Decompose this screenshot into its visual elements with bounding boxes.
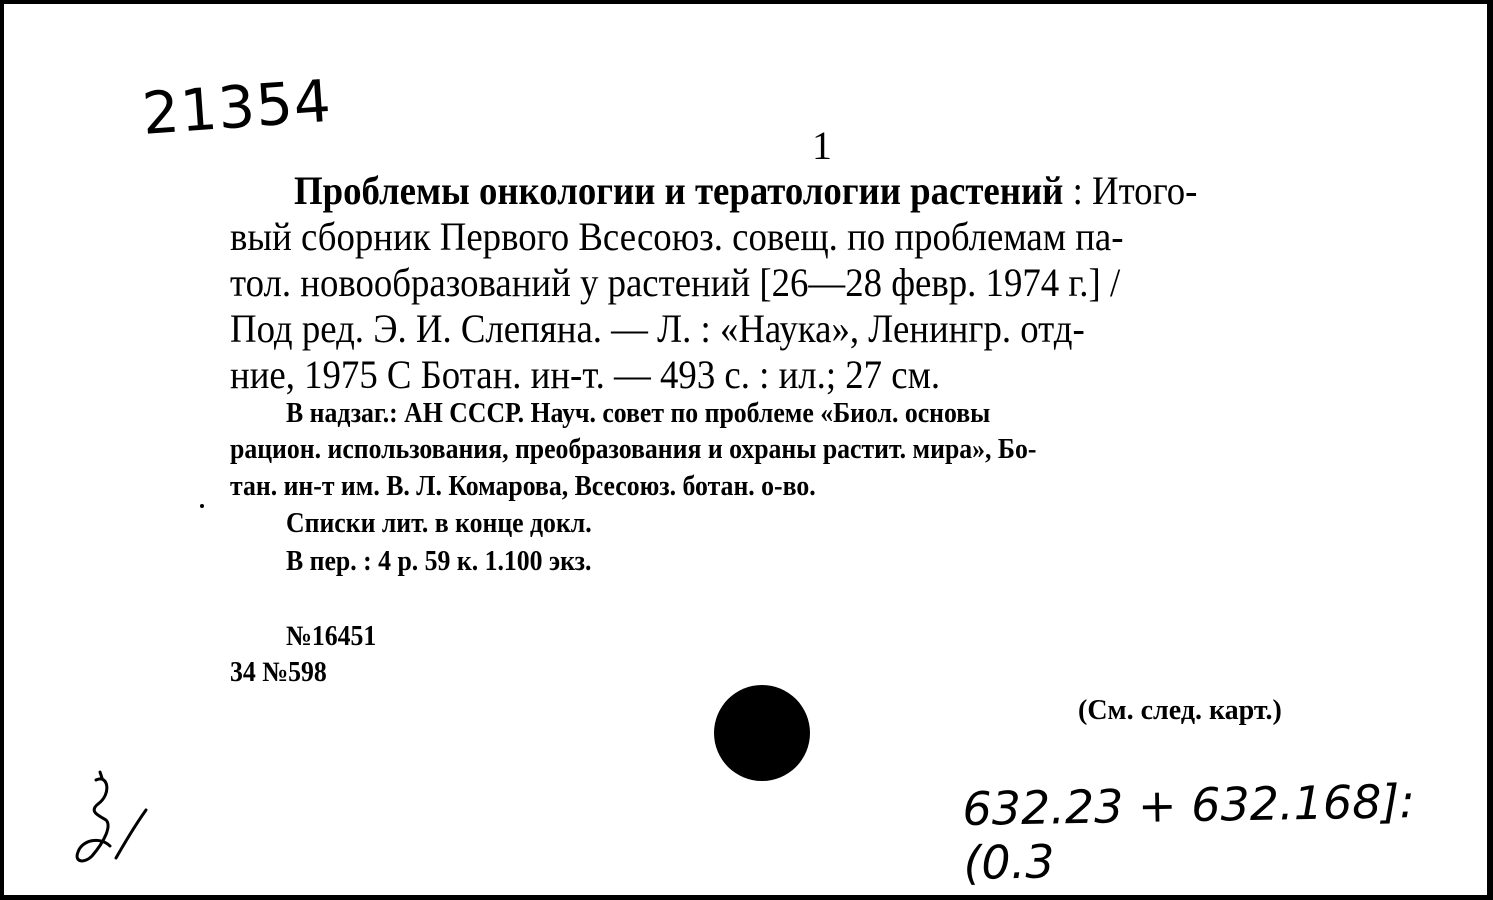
number-line-2: 34 №598 — [230, 657, 327, 688]
handwritten-signature — [66, 770, 156, 870]
handwritten-number: 21354 — [140, 66, 334, 148]
card-number: 1 — [812, 123, 832, 168]
catalog-card — [4, 4, 1487, 895]
title-continuation: Итого- — [1092, 168, 1198, 213]
title-line: Проблемы онкологии и тератологии растений : Итого- — [294, 168, 1198, 213]
note-line-4: Списки лит. в конце докл. — [286, 508, 592, 539]
handwritten-classification: 632.23 + 632.168]:(0.3 — [962, 774, 1416, 890]
title: Проблемы онкологии и тератологии растений — [294, 168, 1064, 213]
continuation-note: (См. след. карт.) — [1078, 695, 1282, 726]
punch-hole — [714, 685, 810, 781]
note-line-2: рацион. использования, преобразования и охраны растит. мира», Бо- — [230, 434, 1037, 465]
main-line-5: ние, 1975 С Ботан. ин-т. — 493 с. : ил.; 27 см. — [230, 352, 941, 397]
main-line-2: вый сборник Первого Всесоюз. совещ. по проблемам па- — [230, 214, 1124, 259]
note-line-3: тан. ин-т им. В. Л. Комарова, Всесоюз. ботан. о-во. — [230, 471, 816, 502]
note-line-1: В надзаг.: АН СССР. Науч. совет по проблеме «Биол. основы — [286, 398, 991, 429]
note-line-5: В пер. : 4 р. 59 к. 1.100 экз. — [286, 546, 592, 577]
stray-dot — [200, 504, 204, 508]
main-line-3: тол. новообразований у растений [26—28 февр. 1974 г.] / — [230, 260, 1121, 305]
main-line-4: Под ред. Э. И. Слепяна. — Л. : «Наука», Ленингр. отд- — [230, 306, 1085, 351]
number-line-1: №16451 — [286, 621, 377, 652]
